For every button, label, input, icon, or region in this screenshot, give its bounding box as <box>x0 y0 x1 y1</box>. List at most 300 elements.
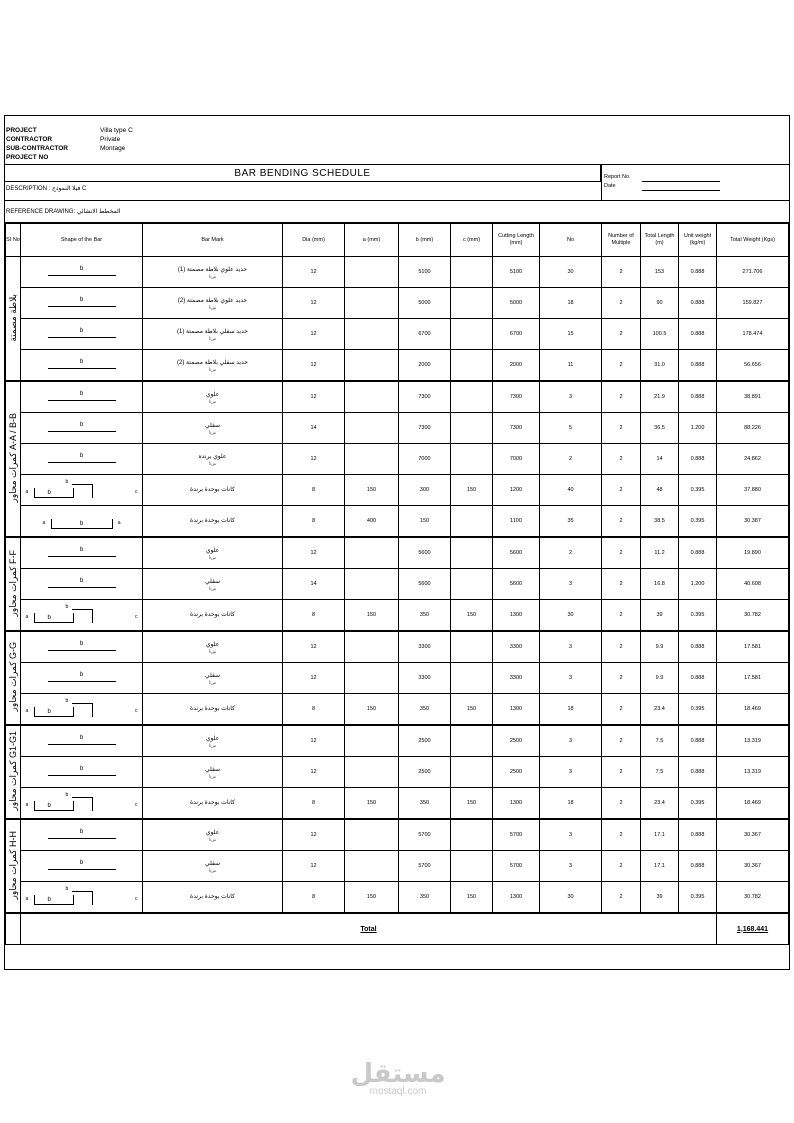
bar-mark-sub: ش/أ <box>208 304 217 310</box>
cell-uw: 0.888 <box>679 725 717 757</box>
group-label: كمرات محاور A-A / B-B <box>8 413 18 503</box>
cell-uw: 1.200 <box>679 569 717 600</box>
cell-c <box>451 506 493 538</box>
dimension-b-label: b <box>79 266 84 272</box>
column-header: No <box>540 224 602 257</box>
straight-bar-shape <box>48 391 116 403</box>
cell-no: 30 <box>540 600 602 632</box>
cell-tw: 88.226 <box>717 413 789 444</box>
bar-mark-cell <box>143 288 283 319</box>
bar-mark: حديد سفلي بلاطة مصمتة (1) <box>177 328 248 335</box>
dimension-c-label: c <box>135 489 138 495</box>
cell-a <box>345 350 399 382</box>
cell-uw: 0.888 <box>679 757 717 788</box>
cell-c <box>451 381 493 413</box>
dimension-b-label: b <box>79 547 84 553</box>
dimension-b-label: b <box>79 672 84 678</box>
group-label-cell <box>6 819 21 913</box>
cell-a <box>345 663 399 694</box>
cell-no: 3 <box>540 851 602 882</box>
group-label: كمرات محاور H-H <box>8 830 18 900</box>
cell-cut: 1300 <box>493 882 540 914</box>
shape-cell <box>21 475 143 506</box>
cell-tw: 18.469 <box>717 788 789 820</box>
cell-tlen: 153 <box>641 257 679 288</box>
shape-cell <box>21 319 143 350</box>
cell-no: 18 <box>540 788 602 820</box>
column-header: Cutting Length (mm) <box>493 224 540 257</box>
cell-cut: 1300 <box>493 694 540 726</box>
cell-c <box>451 537 493 569</box>
cell-b: 2500 <box>399 725 451 757</box>
dimension-a-label: a <box>117 520 121 526</box>
cell-mult: 2 <box>602 350 641 382</box>
dimension-b-label: b <box>79 328 84 334</box>
cell-mult: 2 <box>602 506 641 538</box>
bar-mark-sub: ش/أ <box>208 335 217 341</box>
cell-b: 350 <box>399 600 451 632</box>
cell-a: 150 <box>345 475 399 506</box>
cell-tlen: 21.9 <box>641 381 679 413</box>
cell-mult: 2 <box>602 788 641 820</box>
cell-tw: 159.827 <box>717 288 789 319</box>
cell-uw: 0.395 <box>679 506 717 538</box>
stirrup-outline <box>34 801 74 811</box>
bar-line <box>48 681 116 682</box>
project-label: PROJECT <box>6 127 37 134</box>
cell-dia: 12 <box>283 257 345 288</box>
watermark-latin: mostaql.com <box>369 1086 427 1097</box>
cell-c <box>451 319 493 350</box>
dimension-c-label: c <box>135 708 138 714</box>
stirrup-shape <box>26 699 138 719</box>
bar-mark-cell <box>143 882 283 914</box>
total-row <box>6 913 789 945</box>
title-bar <box>5 165 789 201</box>
bar-mark-cell <box>143 319 283 350</box>
bar-mark: سفلي <box>204 578 221 585</box>
cell-tlen: 16.8 <box>641 569 679 600</box>
dimension-c-label: c <box>135 896 138 902</box>
column-header: Total Length (m) <box>641 224 679 257</box>
cell-no: 3 <box>540 757 602 788</box>
bar-mark: كانات بوحدة برندة <box>190 894 235 900</box>
bar-mark-cell <box>143 444 283 475</box>
shape-cell <box>21 882 143 914</box>
cell-c <box>451 757 493 788</box>
cell-tw: 18.469 <box>717 694 789 726</box>
bar-line <box>48 400 116 401</box>
shape-cell <box>21 788 143 820</box>
cell-a: 150 <box>345 882 399 914</box>
bar-mark: علوي برنده <box>198 453 227 460</box>
cell-c <box>451 413 493 444</box>
bar-line <box>48 869 116 870</box>
cell-c: 150 <box>451 882 493 914</box>
cell-uw: 0.888 <box>679 444 717 475</box>
straight-bar-shape <box>48 422 116 434</box>
shape-cell <box>21 819 143 851</box>
bar-mark-cell <box>143 257 283 288</box>
cell-uw: 0.888 <box>679 537 717 569</box>
bar-mark-cell <box>143 569 283 600</box>
cell-cut: 2000 <box>493 350 540 382</box>
dimension-b-label: b <box>79 359 84 365</box>
dimension-b-label: b <box>47 803 51 809</box>
table-header-row <box>6 224 789 257</box>
dimension-c-label: c <box>135 802 138 808</box>
stirrup-hook <box>72 703 93 717</box>
cell-dia: 12 <box>283 631 345 663</box>
table-row <box>6 475 789 506</box>
cell-mult: 2 <box>602 725 641 757</box>
bar-line <box>48 368 116 369</box>
bar-mark-sub: ش/أ <box>208 398 217 404</box>
description: DESCRIPTION : فيلا النموذج C <box>6 186 87 192</box>
group-label: كمرات محاور G1-G1 <box>8 731 18 811</box>
cell-a <box>345 569 399 600</box>
cell-c: 150 <box>451 475 493 506</box>
cell-no: 3 <box>540 381 602 413</box>
shape-cell <box>21 631 143 663</box>
cell-dia: 8 <box>283 506 345 538</box>
dimension-b-label: b <box>79 735 84 741</box>
bar-mark: سفلي <box>204 860 221 867</box>
cell-b: 3300 <box>399 663 451 694</box>
project-no-row <box>6 153 100 162</box>
bar-line <box>48 275 116 276</box>
cell-dia: 12 <box>283 444 345 475</box>
cell-mult: 2 <box>602 757 641 788</box>
cell-dia: 14 <box>283 413 345 444</box>
dimension-b-label: b <box>79 829 84 835</box>
cell-c <box>451 444 493 475</box>
cell-a: 150 <box>345 788 399 820</box>
column-header: Bar Mark <box>143 224 283 257</box>
bar-mark-sub: ش/أ <box>208 554 217 560</box>
dimension-b-label: b <box>47 615 51 621</box>
cell-b: 150 <box>399 506 451 538</box>
shape-cell <box>21 757 143 788</box>
cell-c <box>451 350 493 382</box>
watermark-arabic: مستقل <box>350 1058 446 1088</box>
straight-bar-shape <box>48 578 116 590</box>
shape-cell <box>21 288 143 319</box>
column-header: Shape of the Bar <box>21 224 143 257</box>
cell-b: 2500 <box>399 757 451 788</box>
cell-a <box>345 819 399 851</box>
cell-tw: 24.862 <box>717 444 789 475</box>
cell-cut: 5700 <box>493 819 540 851</box>
dimension-b-label: b <box>65 698 69 704</box>
cell-tlen: 90 <box>641 288 679 319</box>
cell-cut: 5600 <box>493 537 540 569</box>
cell-b: 5700 <box>399 819 451 851</box>
cell-cut: 1200 <box>493 475 540 506</box>
dimension-a-label: a <box>25 896 29 902</box>
cell-tw: 17.581 <box>717 631 789 663</box>
cell-mult: 2 <box>602 631 641 663</box>
cell-tlen: 100.5 <box>641 319 679 350</box>
stirrup-outline <box>34 707 74 717</box>
table-row <box>6 569 789 600</box>
contractor-value: Private <box>100 136 121 143</box>
cell-uw: 0.395 <box>679 600 717 632</box>
cell-mult: 2 <box>602 381 641 413</box>
cell-cut: 1100 <box>493 506 540 538</box>
cell-b: 300 <box>399 475 451 506</box>
table-row <box>6 257 789 288</box>
cell-uw: 1.200 <box>679 413 717 444</box>
cell-cut: 5100 <box>493 257 540 288</box>
dimension-a-label: a <box>25 802 29 808</box>
cell-b: 7000 <box>399 444 451 475</box>
cell-uw: 0.395 <box>679 882 717 914</box>
dimension-b-label: b <box>47 709 51 715</box>
cell-uw: 0.395 <box>679 694 717 726</box>
cell-c <box>451 851 493 882</box>
cell-tw: 56.656 <box>717 350 789 382</box>
cell-dia: 8 <box>283 882 345 914</box>
table-row <box>6 413 789 444</box>
table-row <box>6 819 789 851</box>
cell-tw: 30.367 <box>717 851 789 882</box>
cell-tlen: 9.9 <box>641 663 679 694</box>
table-row <box>6 663 789 694</box>
cell-mult: 2 <box>602 882 641 914</box>
cell-dia: 12 <box>283 663 345 694</box>
shape-cell <box>21 851 143 882</box>
table-row <box>6 288 789 319</box>
dimension-b-label: b <box>79 453 84 459</box>
cell-a <box>345 413 399 444</box>
cell-dia: 12 <box>283 537 345 569</box>
dimension-b-label: b <box>79 297 84 303</box>
bar-line <box>48 775 116 776</box>
straight-bar-shape <box>48 672 116 684</box>
cell-b: 6700 <box>399 319 451 350</box>
stirrup-outline <box>34 895 74 905</box>
cell-b: 5100 <box>399 257 451 288</box>
straight-bar-shape <box>48 297 116 309</box>
dimension-a-label: a <box>42 520 46 526</box>
report-box <box>601 165 791 201</box>
cell-dia: 12 <box>283 350 345 382</box>
shape-cell <box>21 694 143 726</box>
straight-bar-shape <box>48 328 116 340</box>
bar-mark-sub: ش/أ <box>208 648 217 654</box>
dimension-b-label: b <box>79 422 84 428</box>
cell-mult: 2 <box>602 475 641 506</box>
shape-cell <box>21 725 143 757</box>
bar-line <box>48 838 116 839</box>
cell-a <box>345 381 399 413</box>
cell-mult: 2 <box>602 257 641 288</box>
dimension-b-label: b <box>79 578 84 584</box>
bar-line <box>48 337 116 338</box>
bar-line <box>48 431 116 432</box>
page-title: BAR BENDING SCHEDULE <box>5 165 601 182</box>
reference-drawing: REFERENCE DRAWING: المخطط الانشائي <box>6 209 121 215</box>
table-row <box>6 725 789 757</box>
group-label: بلاطة مصمتة <box>8 293 18 342</box>
cell-c <box>451 725 493 757</box>
cell-tlen: 17.1 <box>641 819 679 851</box>
shape-cell <box>21 600 143 632</box>
cell-mult: 2 <box>602 819 641 851</box>
cell-cut: 5000 <box>493 288 540 319</box>
group-label-cell <box>6 381 21 537</box>
column-header: Total Weight (Kgs) <box>717 224 789 257</box>
table-row <box>6 882 789 914</box>
bar-mark: علوي <box>205 829 220 836</box>
cell-mult: 2 <box>602 537 641 569</box>
stirrup-hook <box>72 797 93 811</box>
dimension-b-label: b <box>79 860 84 866</box>
straight-bar-shape <box>48 766 116 778</box>
bar-line <box>48 744 116 745</box>
cell-b: 350 <box>399 882 451 914</box>
bar-mark: حديد علوي بلاطة مصمتة (1) <box>177 266 248 273</box>
bar-mark-cell <box>143 631 283 663</box>
column-header: c (mm) <box>451 224 493 257</box>
cell-c: 150 <box>451 788 493 820</box>
dimension-b-label: b <box>79 521 84 527</box>
cell-cut: 1300 <box>493 600 540 632</box>
bar-mark-cell <box>143 537 283 569</box>
cell-no: 15 <box>540 319 602 350</box>
cell-a <box>345 757 399 788</box>
cell-c: 150 <box>451 600 493 632</box>
cell-tlen: 14 <box>641 444 679 475</box>
cell-c <box>451 631 493 663</box>
cell-no: 35 <box>540 506 602 538</box>
bar-mark: حديد علوي بلاطة مصمتة (2) <box>177 297 248 304</box>
cell-no: 5 <box>540 413 602 444</box>
cell-a <box>345 288 399 319</box>
shape-cell <box>21 537 143 569</box>
column-header: b (mm) <box>399 224 451 257</box>
stirrup-shape <box>26 480 138 500</box>
cell-no: 3 <box>540 725 602 757</box>
cell-mult: 2 <box>602 600 641 632</box>
cell-a <box>345 725 399 757</box>
bar-mark-cell <box>143 725 283 757</box>
cell-cut: 3300 <box>493 663 540 694</box>
dimension-b-label: b <box>79 641 84 647</box>
column-header: SI No <box>6 224 21 257</box>
cell-mult: 2 <box>602 288 641 319</box>
bar-mark-cell <box>143 694 283 726</box>
dimension-b-label: b <box>65 479 69 485</box>
subcontractor-label: SUB-CONTRACTOR <box>6 145 68 152</box>
bar-line <box>48 556 116 557</box>
cell-a: 150 <box>345 694 399 726</box>
cell-tlen: 48 <box>641 475 679 506</box>
straight-bar-shape <box>48 735 116 747</box>
table-body <box>6 257 789 945</box>
contractor-row <box>6 135 120 144</box>
stirrup-hook <box>72 484 93 498</box>
cell-mult: 2 <box>602 694 641 726</box>
cell-tlen: 17.1 <box>641 851 679 882</box>
stirrup-hook <box>72 609 93 623</box>
bar-mark-sub: ش/أ <box>208 429 217 435</box>
table-row <box>6 631 789 663</box>
cell-cut: 2500 <box>493 725 540 757</box>
dimension-c-label: c <box>135 614 138 620</box>
bar-mark-cell <box>143 851 283 882</box>
straight-bar-shape <box>48 547 116 559</box>
u-bar-shape <box>43 511 121 531</box>
cell-cut: 3300 <box>493 631 540 663</box>
report-no-line <box>642 181 720 182</box>
straight-bar-shape <box>48 860 116 872</box>
cell-cut: 1300 <box>493 788 540 820</box>
cell-cut: 5600 <box>493 569 540 600</box>
bar-mark-cell <box>143 506 283 538</box>
group-label: كمرات محاور F-F <box>8 549 18 617</box>
bar-line <box>48 306 116 307</box>
bar-mark: علوي <box>205 641 220 648</box>
table-row <box>6 381 789 413</box>
dimension-b-label: b <box>47 897 51 903</box>
cell-tw: 17.581 <box>717 663 789 694</box>
report-no-label: Report No. <box>604 174 631 180</box>
cell-no: 40 <box>540 475 602 506</box>
shape-cell <box>21 350 143 382</box>
cell-dia: 12 <box>283 381 345 413</box>
cell-mult: 2 <box>602 444 641 475</box>
cell-uw: 0.888 <box>679 350 717 382</box>
subcontractor-value: Montage <box>100 145 126 152</box>
date-label: Date <box>604 183 616 189</box>
cell-no: 11 <box>540 350 602 382</box>
cell-c <box>451 288 493 319</box>
cell-no: 18 <box>540 694 602 726</box>
cell-tw: 37.880 <box>717 475 789 506</box>
cell-dia: 12 <box>283 725 345 757</box>
project-value: Villa type C <box>100 127 133 134</box>
cell-uw: 0.395 <box>679 475 717 506</box>
table-row <box>6 757 789 788</box>
cell-a: 400 <box>345 506 399 538</box>
contractor-label: CONTRACTOR <box>6 136 53 143</box>
bar-mark-sub: ش/أ <box>208 585 217 591</box>
reference-row <box>5 201 789 223</box>
cell-tlen: 31.0 <box>641 350 679 382</box>
group-label-cell <box>6 725 21 819</box>
cell-mult: 2 <box>602 851 641 882</box>
table-row <box>6 537 789 569</box>
table-row <box>6 506 789 538</box>
cell-a <box>345 319 399 350</box>
cell-b: 5600 <box>399 537 451 569</box>
cell-tlen: 7.5 <box>641 725 679 757</box>
cell-no: 3 <box>540 569 602 600</box>
cell-cut: 2500 <box>493 757 540 788</box>
dimension-a-label: a <box>25 708 29 714</box>
cell-dia: 12 <box>283 319 345 350</box>
cell-dia: 8 <box>283 694 345 726</box>
cell-a <box>345 257 399 288</box>
cell-c <box>451 819 493 851</box>
project-no-label: PROJECT NO <box>6 154 49 161</box>
column-header: Unit weight (kg/m) <box>679 224 717 257</box>
column-header: a (mm) <box>345 224 399 257</box>
total-value-cell <box>717 913 789 945</box>
cell-dia: 8 <box>283 475 345 506</box>
